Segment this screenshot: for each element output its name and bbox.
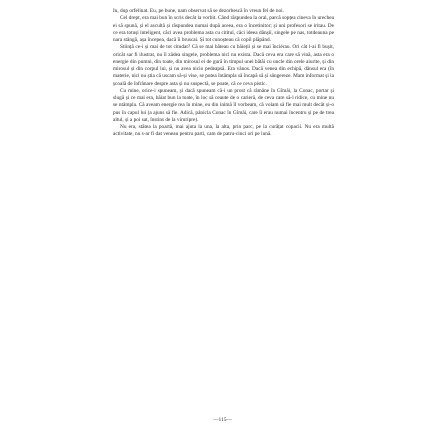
page-number: —115— bbox=[212, 417, 233, 423]
body-text bbox=[113, 8, 334, 139]
paragraph: Iu, dup orfelinat. Eu, pe bune, nam observat să se dezorbescă în vreun fel de noi. bbox=[113, 8, 284, 14]
paragraph: Stiință ce-i și mai de tot citudat? Că se mai băteau cu băieții și se mai înciérau. Ori căt l-ai fi bușit, oricăt sar fi ilustrat, nu îi zădea singele, problema nici nu exista. Dacă ceva era care să vină, asta era o energie din pumni, din toate, din mirosul ei de gură în timpul unei bătăi cu uncle din orele aiurite, și din mirosul și din corpul lui, și nu avea nicio pedeapsă. Era vânos. Dacă venea din echipă, dânsul era (în materie, nici nu știa că uscam să-și vise, se putea întâmpla să încapă să și sângereze. Mam informat și la școală de înfrânare despre asta și nu suspectă, se poate, că ce ceva pistic. bbox=[113, 44, 334, 87]
paragraph: Cu mine, orice-i spuneam, și dacă spuneam că-i un prost că râmâne în Gîmăi, la Conac, portar și slugă și ce mai era, băiat bun la toate, în loc să ceaute de o carieră, de ceva care să-l ridice, cu mine nu se ntâmpla. Că aveam energie rea în mine, eu din inimă îl vorbeam, că volam să fie mai mult decât și-o pus în capul lui (a ajuns să fie. Adică, pânicla Conac în Gîmăi, care îi erau numai încentru și pe de trea altul, și a poi sat, înstins de la viruripre). bbox=[113, 87, 334, 123]
paragraph: Cel drept, era mai bun în scris decât la vorbit. Când răspundea la oral, parcă sopțea cineva în urechea ei să spună, și el ascultă și răspundea numai după aceea, era o încetinitor; și uni profesori se iritau. De ce era totuși inteligent, căci avea problema asta cu cititul, căci ideea dânșii, singele pe nas, totdeauna pe nara stângă, așa începea, dacă îi bruscai. Și tot cunoșteau că copil plăpând. bbox=[113, 15, 334, 43]
paragraph: Nu era, stătea la poartă, mai ajuta la una, la alta, prin parc, pe la curățat copacii. Nu era multă activitate, nu s-ar fi dat veneau pentru parti, cam de patru-cinci ori pe lună. bbox=[113, 124, 334, 138]
